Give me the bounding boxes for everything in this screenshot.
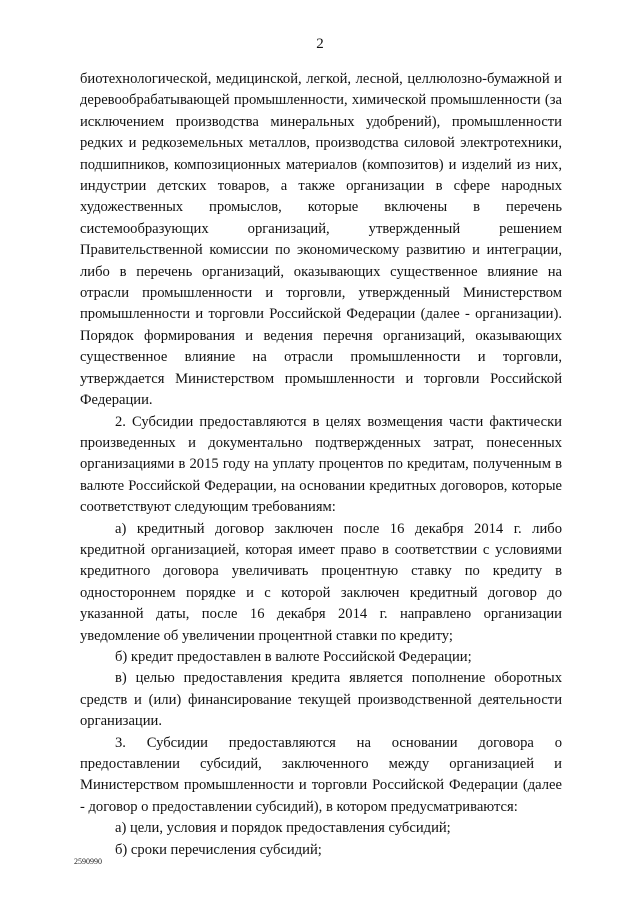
paragraph-subitem-a: а) кредитный договор заключен после 16 декабря 2014 г. либо кредитной организацией, которая имеет право в соответствии с условиями кредитного договора увеличивать процентную ставку по кредиту в одностороннем порядке и с которой заключен кредитный договор до указанной даты, после 16 декабря 2014 г. направлено организации уведомление об увеличении процентной ставки по кредиту; [80,520,562,644]
document-code: 2590990 [74,857,102,866]
paragraph-item-2: 2. Субсидии предоставляются в целях возмещения части фактически произведенных и документально подтвержденных затрат, понесенных организациями в 2015 году на уплату процентов по кредитам, полученным в валюте Российской Федерации, на основании кредитных договоров, которые соответствуют следующим требованиям: [80,413,562,516]
paragraph-subitem-b-terms: б) сроки перечисления субсидий; [115,841,322,858]
paragraph-continuation: биотехнологической, медицинской, легкой, лесной, целлюлозно-бумажной и деревообрабатывающей промышленности, химической промышленности (за исключением производства минеральных удобрений), промышленности редких и редкоземельных металлов, производства силовой электротехники, подшипников, композиционных материалов (композитов) и изделий из них, индустрии детских товаров, а также организации в сфере народных художественных промыслов, которые включены в перечень системообразующих организаций, утвержденный решением Правительственной комиссии по экономическому развитию и интеграции, либо в перечень организаций, оказывающих существенное влияние на отрасли промышленности и торговли, утвержденный Министерством промышленности и торговли Российской Федерации (далее - организации). Порядок формирования и ведения перечня организаций, оказывающих существенное влияние на отрасли промышленности и торговли, утверждается Министерством промышленности и торговли Российской Федерации. [80,71,562,409]
paragraph-subitem-b: б) кредит предоставлен в валюте Российской Федерации; [115,648,472,665]
paragraph-subitem-a-goals: а) цели, условия и порядок предоставления субсидий; [115,820,451,837]
paragraph-subitem-v: в) целью предоставления кредита является пополнение оборотных средств и (или) финансирование текущей производственной деятельности организации. [80,670,562,730]
paragraph-item-3: 3. Субсидии предоставляются на основании договора о предоставлении субсидий, заключенного между организацией и Министерством промышленности и торговли Российской Федерации (далее - договор о предоставлении субсидий), в котором предусматриваются: [80,734,562,815]
page-number: 2 [316,36,324,52]
document-body [80,69,562,861]
